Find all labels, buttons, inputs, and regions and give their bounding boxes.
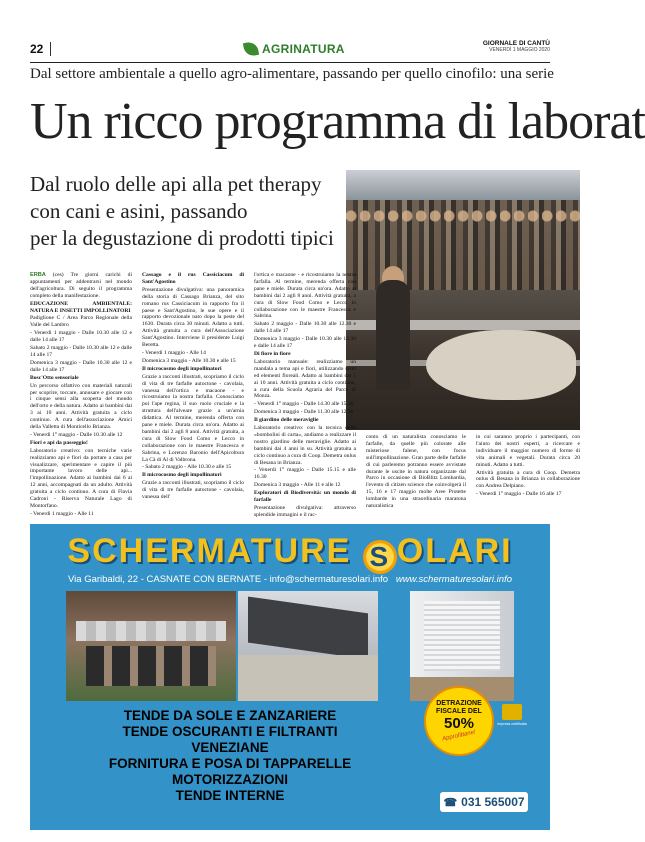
article-paragraph: Laboratorio manuale: realizziamo un mandala a tema api e fiori, utilizzando semi ed elementi floreali. Adatto ai bambini dai 5 ai 10 anni. Attività gratuita a ciclo continuo, a cura della Scuola Agraria del Parco di Monza. xyxy=(254,358,356,400)
badge-percent: 50% xyxy=(443,715,475,732)
article-paragraph: Domenica 3 maggio - Dalle 10.30 alle 12.30 e dalle 14 alle 17 xyxy=(254,336,356,350)
article-subheading: Esploratori di Biodiversità: un mondo di farfalle xyxy=(254,490,356,504)
article-subhead xyxy=(30,171,350,252)
article-paragraph: Domenica 3 maggio - Alle 10.30 e alle 15 xyxy=(142,357,236,364)
certification-label: Impresa certificata xyxy=(497,722,527,726)
terrace-awning-photo xyxy=(238,591,378,701)
article-paragraph: - Venerdì 1° maggio - Dalle 14.30 alle 15.30 xyxy=(254,401,354,408)
ad-brand xyxy=(30,532,550,574)
article-column xyxy=(30,272,132,516)
article-subheading: Bosc'Otto sensoriale xyxy=(30,374,79,381)
header-rule xyxy=(30,62,550,63)
article-column xyxy=(366,434,466,516)
article-paragraph: Grazie a racconti illustrati, scopriamo il ciclo di vita di tre farfalle autoctone - cavolaia, vanessa dell' xyxy=(142,480,244,501)
page-header xyxy=(30,40,550,64)
article-headline: Un ricco programma di laborat xyxy=(30,93,645,150)
article-paragraph: Laboratorio creativo: con la tecnica delle «bombolini di carta», andiamo a realizzare il nostro giardino delle meraviglie. Adatto ai bambini dai 4 anni in su. Attività gratuita a ciclo continuo a cura di Coop. Demetra onlus di Besana in Brianza. xyxy=(254,425,356,466)
certification-icon xyxy=(502,704,522,720)
tax-deduction-badge xyxy=(424,686,494,756)
article-paragraph: - Venerdì 1 maggio - Dalle 10.30 alle 12 e dalle 14 alle 17 xyxy=(30,330,132,344)
article-paragraph: - Venerdì 1 maggio - Alle 11 xyxy=(30,510,94,517)
article-paragraph: - Venerdì 1° maggio - Dalle 16 alle 17 xyxy=(476,491,562,498)
article-paragraph: l'ortica e macaone - e ricostruiamo la nostra farfalla. Al termine, merenda offerta con pane e miele. Durata circa un'ora. Adatto ai bambini dai 2 agli 8 anni. Attività gratuita, a cura di Slow Food Como e Lecco in collaborazione con le maestre Francesca e Sabrina. xyxy=(254,272,356,320)
newspaper-name: GIORNALE DI CANTÙ xyxy=(482,40,550,47)
article-subheading: Il giardino delle meraviglie xyxy=(254,417,319,424)
article-paragraph-text: (ces) Tre giorni carichi di appuntamenti per addentrarsi nel mondo dell'agricoltura. Di seguito il programma completo della manifestazione. xyxy=(30,272,133,299)
section-name: AGRINATURA xyxy=(262,42,345,56)
article-paragraph: - Venerdì 1° maggio - Dalle 15.15 e alle 16.30 xyxy=(254,467,356,481)
ad-service-item: FORNITURA E POSA DI TAPPARELLE xyxy=(108,756,352,771)
article-paragraph: Sabato 2 maggio - Dalle 10.30 alle 12 e dalle 14 alle 17 xyxy=(30,345,132,358)
article-paragraph: Domenica 3 maggio - Dalle 10.30 alle 12 e dalle 14 alle 17 xyxy=(30,359,132,373)
header-divider xyxy=(50,42,51,56)
badge-line-2: FISCALE DEL xyxy=(436,708,482,715)
badge-tagline: Approfittane! xyxy=(441,729,477,743)
article-paragraph: conto di un naturalista conosciamo le farfalle, da quelle più colorate alle misteriose falene, con focus sull'impollinazione. Gran parte delle farfalle di cui parleremo potranno essere avvistate durante le uscite in natura organizzate dal Parco in occasione di BioBlitz Lombardia, l'evento di citizen science che coinvolgerà il 15, 16 e 17 maggio molte Aree Protette lombarde in una straordinaria maratona naturalistica xyxy=(366,434,466,510)
article-subheading: EDUCAZIONE AMBIENTALE: NATURA E INSETTI IMPOLLINATORI xyxy=(30,300,132,314)
article-paragraph: - Venerdì 1° maggio - Dalle 10.30 alle 12 xyxy=(30,431,123,438)
ad-service-item: TENDE OSCURANTI E FILTRANTI xyxy=(122,724,338,739)
badge-line-1: DETRAZIONE xyxy=(436,700,482,707)
interior-blinds-photo xyxy=(410,591,514,701)
section-logo xyxy=(244,42,345,56)
sun-logo-icon xyxy=(363,540,397,574)
article-paragraph: Presentazione divulgativa: attraverso splendide immagini e il rac- xyxy=(254,505,356,518)
article-paragraph: Un percorso olfattivo con materiali naturali per scoprire, toccare, annusare e giocare con i cinque sensi alla scoperta del mondo dell'orto e della natura. Adatto ai bambini dai 3 ai 10 anni. Attività gratuita a ciclo continuo. A cura dell'associazione Amici della Valletta di Monticello Brianza. xyxy=(30,382,132,431)
article-paragraph xyxy=(30,272,132,300)
article-subheading: Il microcosmo degli impollinatori xyxy=(142,472,222,479)
badge-title xyxy=(426,700,492,716)
article-paragraph: - Venerdì 1 maggio - Alle 14 xyxy=(142,349,206,356)
ad-service-item: MOTORIZZAZIONI xyxy=(172,772,288,787)
page-number: 22 xyxy=(30,42,44,56)
article-paragraph: Presentazione divulgativa: una panoramica della storia di Cassago Brianza, del sito romano rus Cassiciacum in rapporto fra il paese e Sant'Agostino, le sue opere e il rapporto devozionale nato dopo la peste del 1630. Durata circa 30 minuti. Adatto a tutti. Attività gratuita a cura dell'Associazione Sant'Agostino. Interviene il presidente Luigi Beretta. xyxy=(142,286,244,349)
article-paragraph: in cui saranno proprio i partecipanti, con l'aiuto dei nostri esperti, a ricercare e individuare il maggior numero di forme di vita animali e vegetali. Durata circa 20 minuti. Adatto a tutti. xyxy=(476,434,580,468)
article-paragraph: Domenica 3 maggio - Alle 11 e alle 12 xyxy=(254,482,341,489)
article-paragraph: - Sabato 2 maggio - Alle 10.30 e alle 15 xyxy=(142,464,232,471)
subhead-line: Dal ruolo delle api alla pet therapy xyxy=(30,172,322,196)
advertisement xyxy=(30,524,550,830)
article-paragraph: Grazie a racconti illustrati, scopriamo il ciclo di vita di tre farfalle autoctone - cavolaia, vanessa dell'ortica e macaone - e ricostruiamo la nostra farfalla. Conosciamo poi l'ape regina, il suo ruolo cruciale e la struttura dell'alveare grazie a un'arnia didattica. Al termine, merenda offerta con pane e miele. Durata circa un'ora. Adatto ai bambini dai 2 agli 8 anni. Attività gratuita, a cura di Slow Food Como e Lecco in collaborazione con le maestre Francesca e Sabrina, e Lorenzo Baronio dell'Apicoltura La Cà di Al di Valbrona. xyxy=(142,373,244,463)
article-paragraph: Padiglione C / Area Parco Regionale della Valle del Lambro xyxy=(30,315,132,329)
ad-phone xyxy=(440,792,528,812)
ad-address: Via Garibaldi, 22 - CASNATE CON BERNATE - info@schermaturesolari.info xyxy=(68,574,389,585)
article-paragraph: Domenica 3 maggio - Dalle 11.30 alle 12.30 xyxy=(254,409,354,416)
article-subheading: Di fiore in fiore xyxy=(254,350,291,357)
awning-house-photo xyxy=(66,591,236,701)
article-subheading: Cassago e il rus Cassiciacum di Sant'Agostino xyxy=(142,272,244,285)
ad-service-item: TENDE DA SOLE E ZANZARIERE xyxy=(123,708,337,723)
newspaper-info xyxy=(483,40,550,53)
ad-service-item: VENEZIANE xyxy=(191,740,269,755)
article-kicker: Dal settore ambientale a quello agro-alimentare, passando per quello cinofilo: una serie xyxy=(30,66,554,82)
ad-website: www.schermaturesolari.info xyxy=(395,574,512,585)
ad-phone-number: 031 565007 xyxy=(461,795,525,809)
article-dateline: ERBA xyxy=(30,272,53,278)
article-paragraph: Attività gratuita a cura di Coop. Demetra onlus di Besana in Brianza in collaborazione con Andrea Delpiano. xyxy=(476,469,580,490)
subhead-line: per la degustazione di prodotti tipici xyxy=(30,226,334,250)
article-column xyxy=(254,272,356,516)
article-column xyxy=(142,272,244,516)
ad-services-list xyxy=(68,708,392,804)
article-body xyxy=(30,272,580,516)
ad-service-item: TENDE INTERNE xyxy=(175,788,285,803)
ad-brand-end: OLARI xyxy=(396,532,513,570)
article-paragraph: Sabato 2 maggio - Dalle 10.30 alle 12.30 e dalle 14 alle 17 xyxy=(254,321,356,335)
article-paragraph: Laboratorio creativo: con tecniche varie realizziamo api e fiori da portare a casa per visualizzare, sperimentare e capire il più importante lavoro delle api... l'impollinazione. Adatto ai bambini dai 6 ai 12 anni, accompagnati da un adulto. Attività gratuita a ciclo continuo. A cura di Flavia Cadroni - Riserva Naturale Lago di Montorfano. xyxy=(30,447,132,509)
article-subheading: Fiori e api da passeggio! xyxy=(30,439,88,446)
ad-brand-start: SCHERMATURE xyxy=(67,532,363,570)
phone-icon: ☎ xyxy=(443,796,458,809)
article-column xyxy=(476,434,580,516)
issue-date: VENERDÌ 1 MAGGIO 2020 xyxy=(489,47,550,53)
subhead-line: con cani e asini, passando xyxy=(30,199,248,223)
leaf-icon xyxy=(243,41,259,57)
article-subheading: Il microcosmo degli impollinatori xyxy=(142,365,222,372)
ad-brand-letter: S xyxy=(369,541,391,572)
